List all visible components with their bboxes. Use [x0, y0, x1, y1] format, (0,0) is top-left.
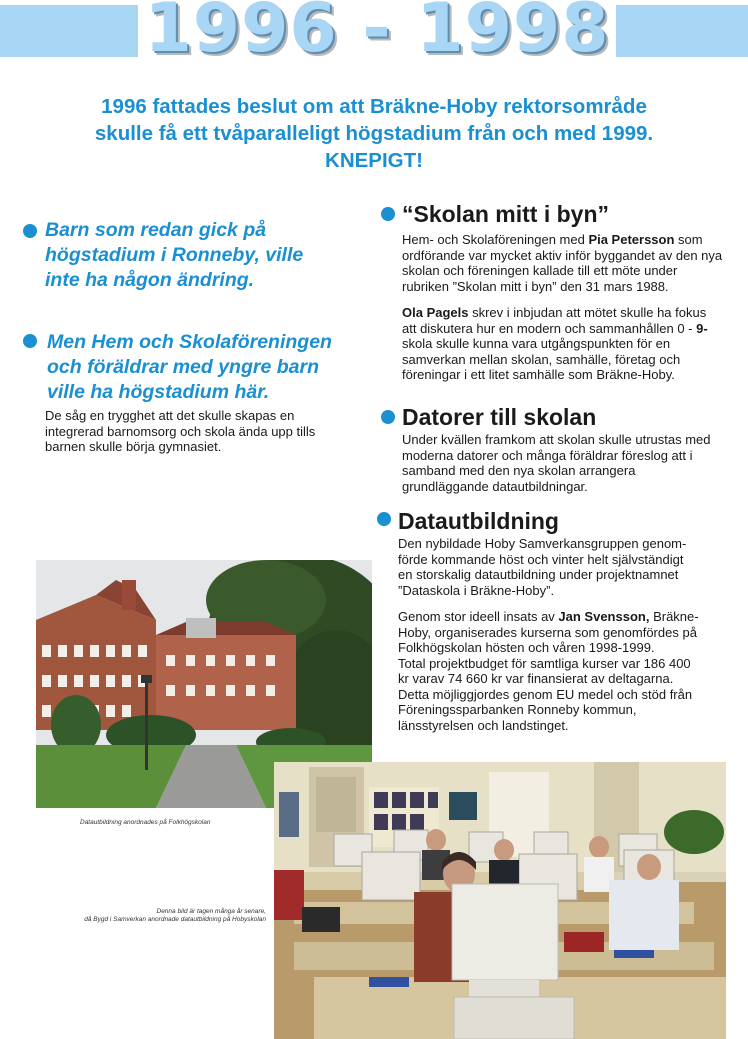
left-point-2: [47, 330, 377, 405]
text-span: skola skulle kunna vara utgångspunkten för en samverkan mellan skolan, samhälle, företag och föreningar i ett litet samhälle som Bräkne-Hoby.: [402, 336, 681, 382]
datautbildning-paragraph-2: [398, 609, 700, 656]
person-name: Ola Pagels: [402, 305, 469, 320]
text-span: Genom stor ideell insats av: [398, 609, 559, 624]
person-name: Pia Petersson: [588, 232, 675, 247]
section-heading-datautbildning: Datautbildning: [398, 508, 559, 534]
left-point-1-line-1: Barn som redan gick på: [45, 219, 267, 241]
section-body-datorer: Under kvällen framkom att skolan skulle utrustas med moderna datorer och många föräldrar föreslog att i samband med den nya skolan arrangera grundläggande datautbildningar.: [402, 432, 711, 494]
section-heading-datorer: Datorer till skolan: [402, 404, 597, 430]
left-point-2-body: [45, 408, 365, 455]
section-body-skolan: [402, 232, 724, 394]
bullet-dot: [381, 207, 395, 221]
banner-bar-left: [0, 5, 138, 57]
left-point-2-line-2: och föräldrar med yngre barn: [47, 356, 319, 378]
left-point-1-line-3: inte ha någon ändring.: [45, 269, 255, 291]
left-point-2-line-3: ville ha högstadium här.: [47, 381, 270, 403]
photo-caption-2-line-2: då Bygd i Samverkan anordnade datautbildning på Hobyskolan: [84, 916, 266, 923]
text-bold: 9-: [696, 320, 708, 336]
person-name: Jan Svensson,: [558, 609, 650, 624]
datautbildning-paragraph-1: Den nybildade Hoby Samverkansgruppen genom-förde kommande höst och vinter helt självständigt en storskalig datautbildning under projektnamnet ”Dataskola i Bräkne-Hoby”.: [398, 536, 687, 598]
skolan-paragraph-2: [402, 305, 724, 383]
intro-line-1: 1996 fattades beslut om att Bräkne-Hoby rektorsområde: [101, 95, 647, 118]
intro-line-2: skulle få ett tvåparalleligt högstadium från och med 1999.: [94, 122, 654, 145]
left-body-line-1: De såg en trygghet att det skulle skapas en: [45, 408, 295, 423]
section-body-datautbildning: [398, 536, 700, 744]
text-span: som ordförande var mycket aktiv inför byggandet av den nya skolan och föreningen kallade till ett möte under rubriken ”Skolan mitt i byn” den 31 mars 1988.: [402, 232, 723, 294]
banner-bar-right: [616, 5, 748, 57]
left-point-1-line-2: högstadium i Ronneby, ville: [45, 244, 304, 266]
bullet-dot: [381, 410, 395, 424]
left-point-2-line-1: Men Hem och Skolaföreningen: [47, 331, 332, 353]
left-body-line-3: barnen skulle börja gymnasiet.: [45, 439, 222, 454]
section-heading-skolan: “Skolan mitt i byn”: [402, 201, 610, 227]
text-span: skrev i inbjudan att mötet skulle ha fokus att diskutera hur en modern och sammanhållen 0 -: [402, 305, 707, 336]
left-point-1: [45, 218, 365, 293]
page-title: 1996 - 1998: [144, 0, 610, 68]
classroom-photo: [274, 762, 726, 1039]
intro-line-3: KNEPIGT!: [325, 149, 423, 172]
photo-caption-2-line-1: Denna bild är tagen många år senare,: [156, 908, 266, 915]
text-span: Bräkne-Hoby, organiserades kurserna som genomfördes på Folkhögskolan hösten och våren 1998-1999.: [398, 609, 699, 655]
bullet-dot: [23, 224, 37, 238]
left-body-line-2: integrerad barnomsorg och skola ända upp tills: [45, 423, 316, 439]
bullet-dot: [23, 334, 37, 348]
intro-text: [20, 93, 728, 174]
bullet-dot: [377, 512, 391, 526]
skolan-paragraph-1: [402, 232, 724, 294]
photo-caption-2: [60, 908, 266, 924]
photo-caption-1: Datautbildning anordnades på Folkhögskolan: [80, 819, 211, 826]
datautbildning-paragraph-3: Total projektbudget för samtliga kurser var 186 400 kr varav 74 660 kr var finansierat av deltagarna. Detta möjliggjordes genom EU medel och stöd från Föreningssparbanken Ronneby kommun, länsstyrelsen och landstinget.: [398, 655, 693, 733]
text-span: Hem- och Skolaföreningen med: [402, 232, 589, 247]
